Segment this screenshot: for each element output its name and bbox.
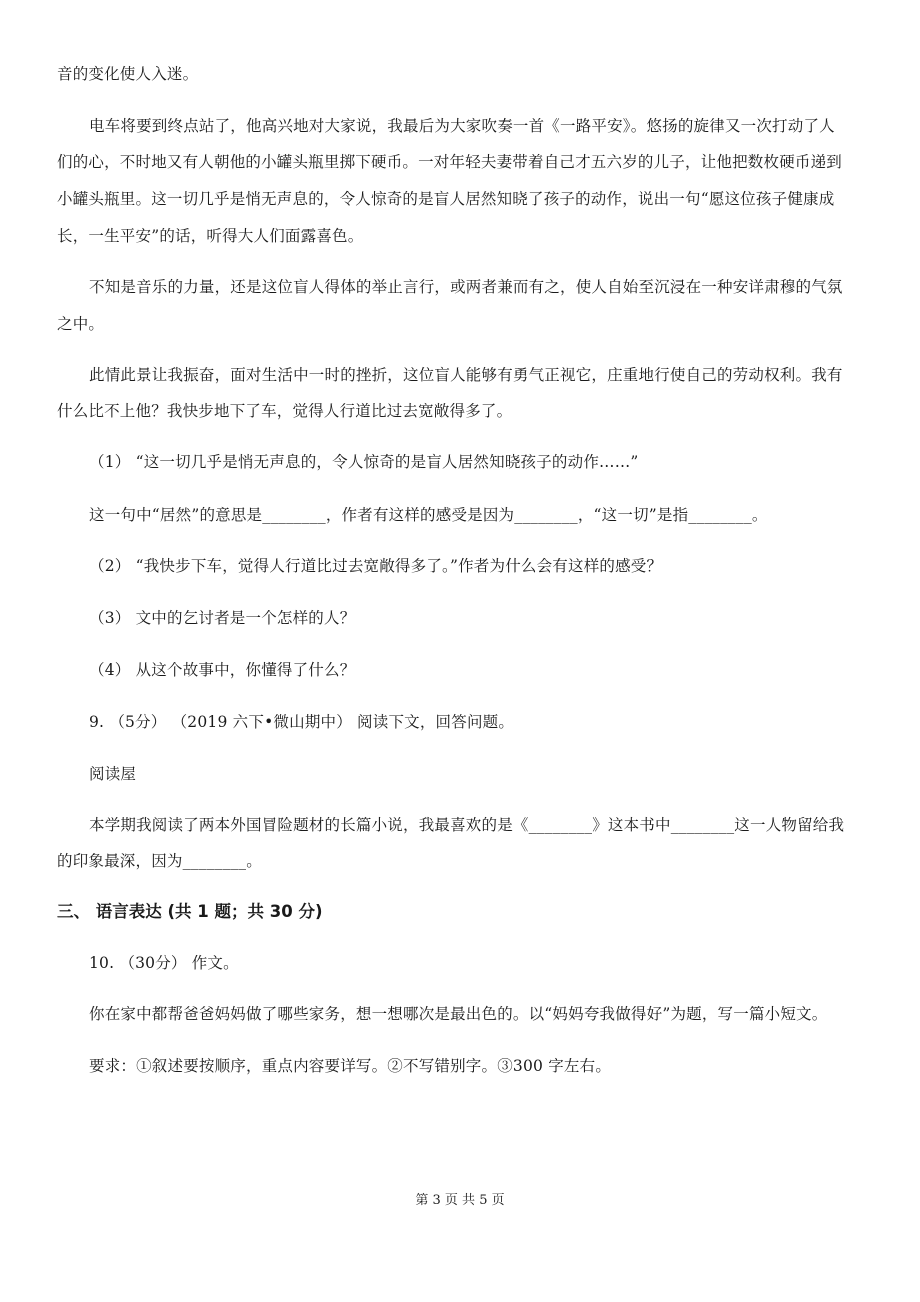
section-heading: 三、 语言表达 (共 1 题；共 30 分) — [57, 902, 323, 921]
passage-line: 长，一生平安”的话，听得大人们面露喜色。 — [57, 227, 364, 245]
passage-line: 不知是音乐的力量，还是这位盲人得体的举止言行，或两者兼而有之，使人自始至沉浸在一种安详肃穆的气氛 — [89, 278, 843, 296]
passage-line: 们的心，不时地又有人朝他的小罐头瓶里掷下硬币。一对年轻夫妻带着自己才五六岁的儿子，让他把数枚硬币递到 — [57, 153, 843, 171]
question-1-fill: 这一句中“居然”的意思是________，作者有这样的感受是因为________，“这一切”是指________。 — [89, 506, 768, 524]
passage-line: 小罐头瓶里。这一切几乎是悄无声息的，令人惊奇的是盲人居然知晓了孩子的动作，说出一句“愿这位孩子健康成 — [57, 190, 835, 208]
passage-line: 此情此景让我振奋，面对生活中一时的挫折，这位盲人能够有勇气正视它，庄重地行使自己的劳动权利。我有 — [89, 366, 843, 384]
question-9-line: 的印象最深，因为________。 — [57, 852, 262, 870]
question-10-line: 要求：①叙述要按顺序，重点内容要详写。②不写错别字。③300 字左右。 — [89, 1057, 612, 1075]
question-3: （3） 文中的乞讨者是一个怎样的人？ — [89, 609, 356, 627]
question-2: （2） “我快步下车，觉得人行道比过去宽敞得多了。”作者为什么会有这样的感受？ — [89, 557, 663, 575]
question-9-title: 阅读屋 — [89, 765, 137, 783]
page-footer: 第 3 页 共 5 页 — [415, 1193, 505, 1208]
passage-line: 什么比不上他？我快步地下了车，觉得人行道比过去宽敞得多了。 — [57, 402, 513, 420]
question-10: 10. （30分） 作文。 — [89, 954, 239, 972]
question-10-line: 你在家中都帮爸爸妈妈做了哪些家务，想一想哪次是最出色的。以“妈妈夸我做得好”为题，写一篇小短文。 — [89, 1005, 828, 1023]
question-1: （1） “这一切几乎是悄无声息的，令人惊奇的是盲人居然知晓孩子的动作……” — [89, 453, 639, 471]
passage-line: 音的变化使人入迷。 — [57, 65, 199, 83]
passage-line: 之中。 — [57, 315, 105, 333]
question-9-line: 本学期我阅读了两本外国冒险题材的长篇小说，我最喜欢的是《________》这本书中________这一人物留给我 — [89, 816, 845, 834]
passage-line: 电车将要到终点站了，他高兴地对大家说，我最后为大家吹奏一首《一路平安》。悠扬的旋律又一次打动了人 — [89, 117, 835, 135]
question-4: （4） 从这个故事中，你懂得了什么？ — [89, 661, 356, 679]
question-9: 9. （5分） （2019 六下•微山期中） 阅读下文，回答问题。 — [89, 713, 515, 731]
